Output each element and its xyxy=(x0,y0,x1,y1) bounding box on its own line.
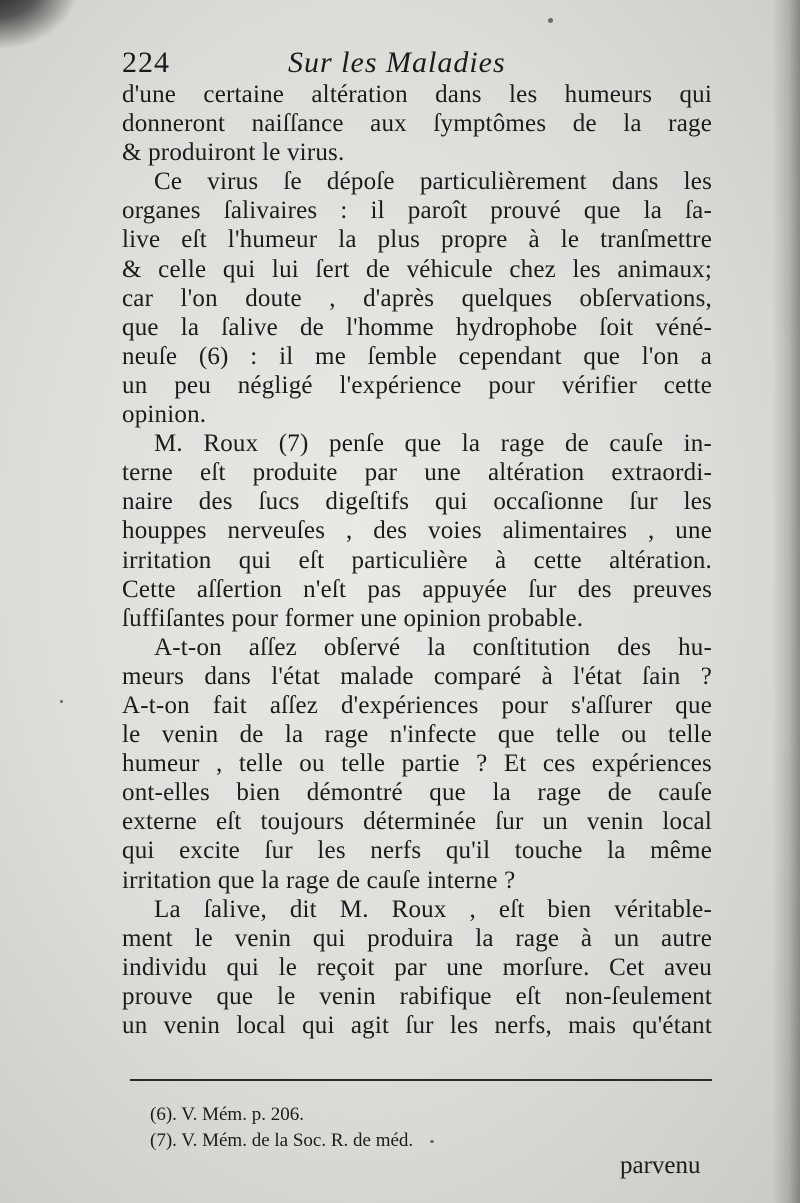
text-line: irritation que la rage de cauſe interne ? xyxy=(122,866,516,894)
paper-speck xyxy=(548,18,553,23)
catchword: parvenu xyxy=(620,1152,701,1179)
running-title: Sur les Maladies xyxy=(288,46,506,79)
text-line: & produiront le virus. xyxy=(122,139,345,167)
text-line: A-t-on aſſez obſervé la conſtitution des hu- xyxy=(154,633,712,661)
text-line: un peu négligé l'expérience pour vérifier cette xyxy=(122,371,712,399)
text-line: prouve que le venin rabifique eſt non-ſeulement xyxy=(122,982,712,1010)
text-line: & celle qui lui ſert de véhicule chez les animaux; xyxy=(122,255,712,283)
text-line: ſuffiſantes pour former une opinion probable. xyxy=(122,604,584,632)
text-line: Cette aſſertion n'eſt pas appuyée ſur des preuves xyxy=(122,575,712,603)
text-line: car l'on doute , d'après quelques obſervations, xyxy=(122,284,712,312)
paper-speck xyxy=(60,700,63,703)
text-line: neuſe (6) : il me ſemble cependant que l'on a xyxy=(122,342,712,370)
page-edge-shadow xyxy=(772,0,800,1203)
text-line: houppes nerveuſes , des voies alimentaires , une xyxy=(122,517,712,545)
text-line: individu qui le reçoit par une morſure. Cet aveu xyxy=(122,953,712,981)
text-line: ment le venin qui produira la rage à un autre xyxy=(122,924,712,952)
text-line: M. Roux (7) penſe que la rage de cauſe in- xyxy=(154,430,712,458)
text-line: organes ſalivaires : il paroît prouvé que la ſa- xyxy=(122,197,712,225)
text-line: un venin local qui agit ſur les nerfs, mais qu'étant xyxy=(122,1012,712,1039)
corner-shadow xyxy=(0,0,80,50)
footnote: (7). V. Mém. de la Soc. R. de méd. xyxy=(150,1130,414,1151)
text-line: opinion. xyxy=(122,401,207,429)
footnote-rule xyxy=(130,1079,712,1081)
footnotes xyxy=(150,1102,670,1154)
page-number: 224 xyxy=(122,46,170,79)
text-line: naire des ſucs digeſtifs qui occaſionne ſur les xyxy=(122,488,712,516)
text-line: donneront naiſſance aux ſymptômes de la rage xyxy=(122,110,712,138)
text-line: qui excite ſur les nerfs qu'il touche la même xyxy=(122,837,712,865)
text-line: irritation qui eſt particulière à cette altération. xyxy=(122,546,712,574)
footnote: (6). V. Mém. p. 206. xyxy=(150,1104,304,1125)
text-line: que la ſalive de l'homme hydrophobe ſoit véné- xyxy=(122,313,712,341)
paper-speck xyxy=(430,1140,434,1143)
text-line: ont-elles bien démontré que la rage de cauſe xyxy=(122,779,712,807)
text-line: live eſt l'humeur la plus propre à le tranſmettre xyxy=(122,226,712,254)
text-line: A-t-on fait aſſez d'expériences pour s'aſſurer que xyxy=(122,691,712,719)
text-line: terne eſt produite par une altération extraordi- xyxy=(122,459,712,487)
text-line: externe eſt toujours déterminée ſur un venin local xyxy=(122,808,712,836)
text-line: d'une certaine altération dans les humeurs qui xyxy=(122,81,712,108)
text-line: Ce virus ſe dépoſe particulièrement dans les xyxy=(154,168,712,196)
text-line: meurs dans l'état malade comparé à l'état ſain ? xyxy=(122,662,712,690)
body-text xyxy=(122,80,712,1040)
text-line: le venin de la rage n'infecte que telle ou telle xyxy=(122,721,712,749)
text-line: humeur , telle ou telle partie ? Et ces expériences xyxy=(122,750,712,778)
text-line: La ſalive, dit M. Roux , eſt bien véritable- xyxy=(154,895,712,923)
